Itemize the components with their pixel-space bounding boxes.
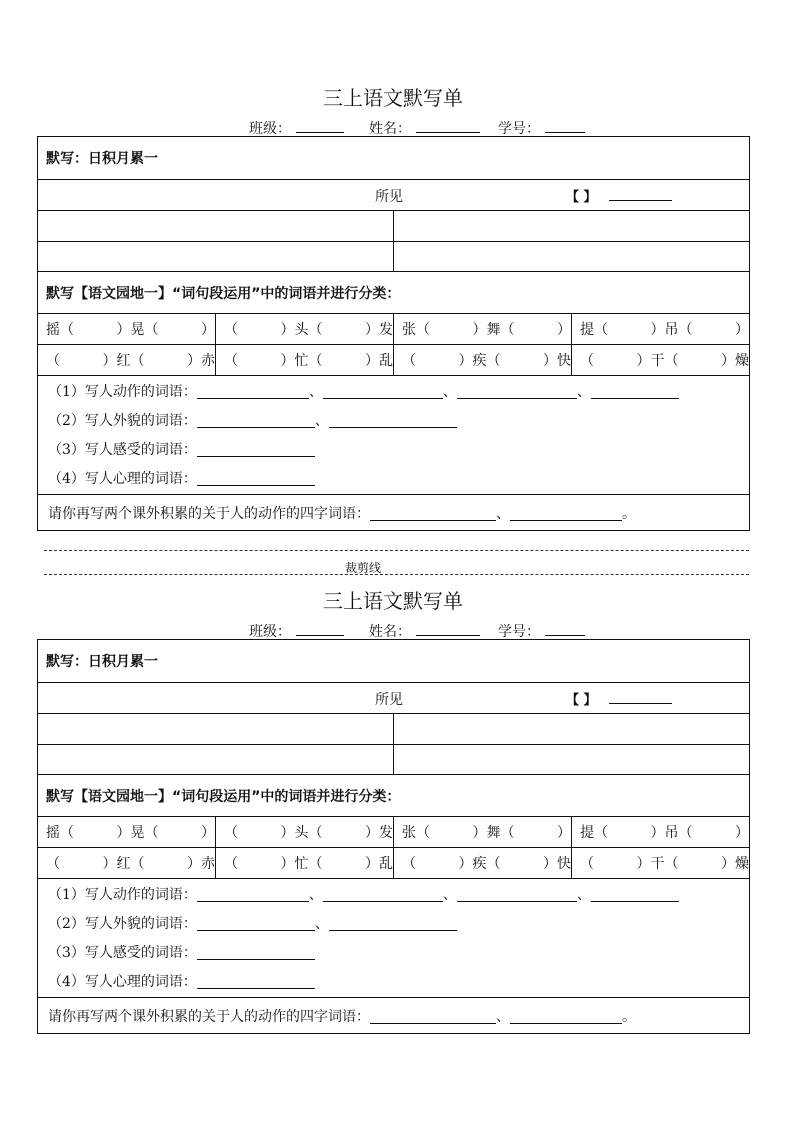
answer-blank[interactable] (591, 383, 679, 399)
word-part: 摇（ (46, 322, 74, 338)
word-part: （ (46, 856, 60, 872)
name-blank[interactable] (416, 621, 480, 636)
poem-line-1[interactable] (38, 714, 394, 745)
id-label: 学号： (498, 624, 540, 640)
word-part: ）乱 (365, 856, 393, 872)
extra-question (38, 998, 750, 1034)
period: 。 (622, 1008, 636, 1025)
id-blank[interactable] (545, 621, 585, 636)
word-part: ）吊（ (650, 322, 693, 338)
question-block (38, 879, 750, 998)
word-part: ）发 (365, 322, 393, 338)
poem-title: 所见 (375, 692, 403, 708)
word-part: ）疾（ (458, 856, 501, 872)
sheet-title: 三上语文默写单 (323, 589, 463, 613)
extra-question (38, 495, 750, 531)
separator: 、 (308, 384, 323, 400)
word-part: ）疾（ (458, 353, 501, 369)
answer-blank[interactable] (197, 973, 315, 989)
question-label: （3）写人感受的词语： (48, 945, 197, 961)
separator: 、 (442, 887, 457, 903)
answer-blank[interactable] (457, 383, 577, 399)
word-part: ）赤 (187, 856, 215, 872)
dynasty-blank[interactable] (609, 200, 672, 201)
section-heading-ji-lei: 默写：日积月累一 (38, 137, 750, 180)
word-part: 摇（ (46, 825, 74, 841)
word-part: ） (557, 322, 571, 338)
cut-line-top (44, 550, 749, 551)
word-cell[interactable] (572, 848, 750, 879)
answer-blank[interactable] (329, 412, 457, 428)
question-1 (48, 881, 749, 910)
poem-line-1[interactable] (38, 211, 394, 242)
word-part: ）忙（ (280, 856, 323, 872)
word-cell[interactable] (216, 817, 394, 848)
word-cell[interactable] (394, 345, 572, 376)
word-part: ）赤 (187, 353, 215, 369)
question-3 (48, 436, 749, 465)
answer-blank[interactable] (197, 383, 309, 399)
word-part: ）舞（ (472, 322, 515, 338)
word-part: （ (224, 856, 238, 872)
question-label: （1）写人动作的词语： (48, 384, 197, 400)
word-part: （ (402, 856, 416, 872)
extra-label: 请你再写两个课外积累的关于人的动作的四字词语： (48, 1008, 370, 1025)
question-label: （4）写人心理的词语： (48, 471, 197, 487)
question-label: （4）写人心理的词语： (48, 974, 197, 990)
separator: 、 (496, 1008, 510, 1025)
section-heading-word-sort: 默写【语文园地一】“词句段运用”中的词语并进行分类： (38, 775, 750, 817)
word-part: ）快 (543, 353, 571, 369)
word-part: （ (580, 856, 594, 872)
word-part: ）红（ (102, 856, 145, 872)
word-part: ）忙（ (280, 353, 323, 369)
word-part: （ (224, 322, 238, 338)
word-part: ）干（ (636, 856, 679, 872)
word-part: （ (224, 825, 238, 841)
class-label: 班级： (249, 624, 291, 640)
answer-blank[interactable] (197, 412, 315, 428)
question-1 (48, 378, 749, 407)
section-heading-word-sort: 默写【语文园地一】“词句段运用”中的词语并进行分类： (38, 272, 750, 314)
question-3 (48, 939, 749, 968)
word-part: ）头（ (280, 825, 323, 841)
word-part: 提（ (580, 825, 608, 841)
word-part: （ (402, 353, 416, 369)
word-cell[interactable] (572, 345, 750, 376)
poem-line-3[interactable] (38, 745, 394, 775)
name-label: 姓名： (369, 121, 411, 137)
word-part: ）头（ (280, 322, 323, 338)
answer-blank[interactable] (323, 383, 443, 399)
answer-blank[interactable] (197, 944, 315, 960)
poem-line-2[interactable] (394, 211, 750, 242)
word-cell[interactable] (38, 314, 216, 345)
word-cell[interactable] (216, 345, 394, 376)
word-cell[interactable] (38, 848, 216, 879)
id-blank[interactable] (545, 118, 585, 133)
word-part: ） (201, 322, 215, 338)
dynasty-blank[interactable] (609, 703, 672, 704)
answer-blank[interactable] (370, 505, 496, 521)
separator: 、 (442, 384, 457, 400)
separator: 、 (308, 887, 323, 903)
question-label: （2）写人外貌的词语： (48, 916, 197, 932)
word-part: （ (46, 353, 60, 369)
separator: 、 (314, 916, 329, 932)
word-cell[interactable] (572, 817, 750, 848)
poem-line-4[interactable] (394, 242, 750, 272)
word-part: ）燥 (721, 353, 749, 369)
word-part: ）红（ (102, 353, 145, 369)
word-part: ）乱 (365, 353, 393, 369)
period: 。 (622, 505, 636, 522)
question-label: （2）写人外貌的词语： (48, 413, 197, 429)
dictation-table (37, 639, 750, 1034)
word-part: ）快 (543, 856, 571, 872)
question-label: （3）写人感受的词语： (48, 442, 197, 458)
class-blank[interactable] (296, 118, 344, 133)
word-part: ） (557, 825, 571, 841)
question-block (38, 376, 750, 495)
answer-blank[interactable] (457, 886, 577, 902)
word-cell[interactable] (394, 848, 572, 879)
poem-title-row (38, 683, 750, 714)
word-part: （ (580, 353, 594, 369)
answer-blank[interactable] (323, 886, 443, 902)
poem-line-3[interactable] (38, 242, 394, 272)
word-cell[interactable] (38, 345, 216, 376)
question-label: （1）写人动作的词语： (48, 887, 197, 903)
question-2 (48, 910, 749, 939)
poem-title-row (38, 180, 750, 211)
answer-blank[interactable] (329, 915, 457, 931)
cut-line-bottom (44, 574, 749, 575)
class-blank[interactable] (296, 621, 344, 636)
word-part: ）吊（ (650, 825, 693, 841)
word-cell[interactable] (38, 817, 216, 848)
answer-blank[interactable] (197, 441, 315, 457)
separator: 、 (576, 887, 591, 903)
word-part: ）发 (365, 825, 393, 841)
word-part: ）干（ (636, 353, 679, 369)
answer-blank[interactable] (510, 1008, 622, 1024)
answer-blank[interactable] (197, 470, 315, 486)
class-label: 班级： (249, 121, 291, 137)
name-label: 姓名： (369, 624, 411, 640)
word-part: ）晃（ (116, 322, 159, 338)
author-bracket: 【 】 (566, 190, 597, 205)
question-2 (48, 407, 749, 436)
word-cell[interactable] (394, 314, 572, 345)
answer-blank[interactable] (510, 505, 622, 521)
answer-blank[interactable] (370, 1008, 496, 1024)
word-cell[interactable] (394, 817, 572, 848)
answer-blank[interactable] (197, 886, 309, 902)
word-part: ）舞（ (472, 825, 515, 841)
dictation-table (37, 136, 750, 531)
word-cell[interactable] (572, 314, 750, 345)
word-cell[interactable] (216, 848, 394, 879)
poem-title: 所见 (375, 189, 403, 205)
author-bracket: 【 】 (566, 693, 597, 708)
name-blank[interactable] (416, 118, 480, 133)
separator: 、 (576, 384, 591, 400)
id-label: 学号： (498, 121, 540, 137)
sheet-title: 三上语文默写单 (323, 86, 463, 110)
answer-blank[interactable] (197, 915, 315, 931)
word-part: ） (735, 825, 749, 841)
word-part: 提（ (580, 322, 608, 338)
extra-label: 请你再写两个课外积累的关于人的动作的四字词语： (48, 505, 370, 522)
poem-line-2[interactable] (394, 714, 750, 745)
word-part: ） (735, 322, 749, 338)
word-part: （ (224, 353, 238, 369)
word-part: ）燥 (721, 856, 749, 872)
word-part: ）晃（ (116, 825, 159, 841)
answer-blank[interactable] (591, 886, 679, 902)
separator: 、 (496, 505, 510, 522)
word-cell[interactable] (216, 314, 394, 345)
question-4 (48, 968, 749, 997)
poem-line-4[interactable] (394, 745, 750, 775)
word-part: 张（ (402, 825, 430, 841)
section-heading-ji-lei: 默写：日积月累一 (38, 640, 750, 683)
cut-line-label: 裁剪线 (345, 561, 382, 575)
word-part: ） (201, 825, 215, 841)
separator: 、 (314, 413, 329, 429)
question-4 (48, 465, 749, 494)
word-part: 张（ (402, 322, 430, 338)
